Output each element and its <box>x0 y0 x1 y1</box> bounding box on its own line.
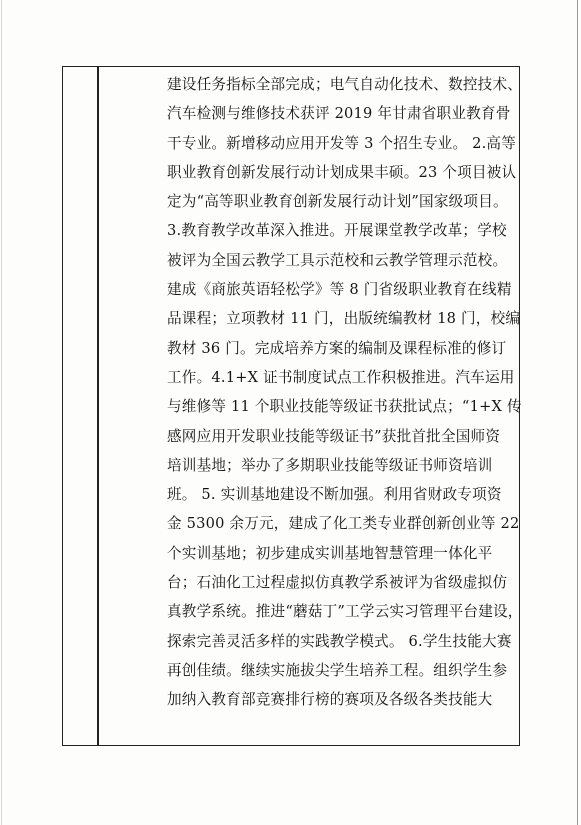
table-column-divider <box>97 66 99 746</box>
document-body-text <box>167 70 523 715</box>
text-line: 金 5300 余万元，建成了化工类专业群创新创业等 22 <box>167 515 520 533</box>
text-line: 干专业。新增移动应用开发等 3 个招生专业。 2.高等 <box>167 134 516 152</box>
text-line: 品课程；立项教材 11 门，出版统编教材 18 门，校编 <box>167 310 521 328</box>
page-edge-left <box>1 0 2 825</box>
text-line: 建成《商旅英语轻松学》等 8 门省级职业教育在线精 <box>167 281 512 299</box>
text-line: 培训基地；举办了多期职业技能等级证书师资培训 <box>167 456 493 474</box>
text-line: 真教学系统。推进“蘑菇丁”工学云实习管理平台建设， <box>167 603 523 621</box>
text-line: 被评为全国云教学工具示范校和云教学管理示范校。 <box>167 251 508 269</box>
text-line: 班。 5. 实训基地建设不断加强。利用省财政专项资 <box>167 486 502 504</box>
page-edge-right <box>577 0 578 825</box>
text-line: 探索完善灵活多样的实践教学模式。 6.学生技能大赛 <box>167 632 512 650</box>
text-line: 3.教育教学改革深入推进。开展课堂教学改革；学校 <box>167 222 507 240</box>
text-line: 台；石油化工过程虚拟仿真教学系被评为省级虚拟仿 <box>167 574 508 592</box>
text-line: 教材 36 门。完成培养方案的编制及课程标准的修订 <box>167 339 507 357</box>
text-line: 职业教育创新发展行动计划成果丰硕。23 个项目被认 <box>167 163 517 181</box>
text-line: 工作。4.1+X 证书制度试点工作积极推进。汽车运用 <box>167 368 515 386</box>
text-line: 汽车检测与维修技术获评 2019 年甘肃省职业教育骨 <box>167 105 511 123</box>
text-line: 再创佳绩。继续实施拔尖学生培养工程。组织学生参 <box>167 661 508 679</box>
text-line: 加纳入教育部竞赛排行榜的赛项及各级各类技能大 <box>167 691 493 709</box>
text-line: 感网应用开发职业技能等级证书”获批首批全国师资 <box>167 427 501 445</box>
text-line: 与维修等 11 个职业技能等级证书获批试点；“1+X 传 <box>167 398 522 416</box>
text-line: 个实训基地；初步建成实训基地智慧管理一体化平 <box>167 544 493 562</box>
text-line: 定为“高等职业教育创新发展行动计划”国家级项目。 <box>167 193 508 211</box>
text-line: 建设任务指标全部完成；电气自动化技术、数控技术、 <box>167 76 523 93</box>
